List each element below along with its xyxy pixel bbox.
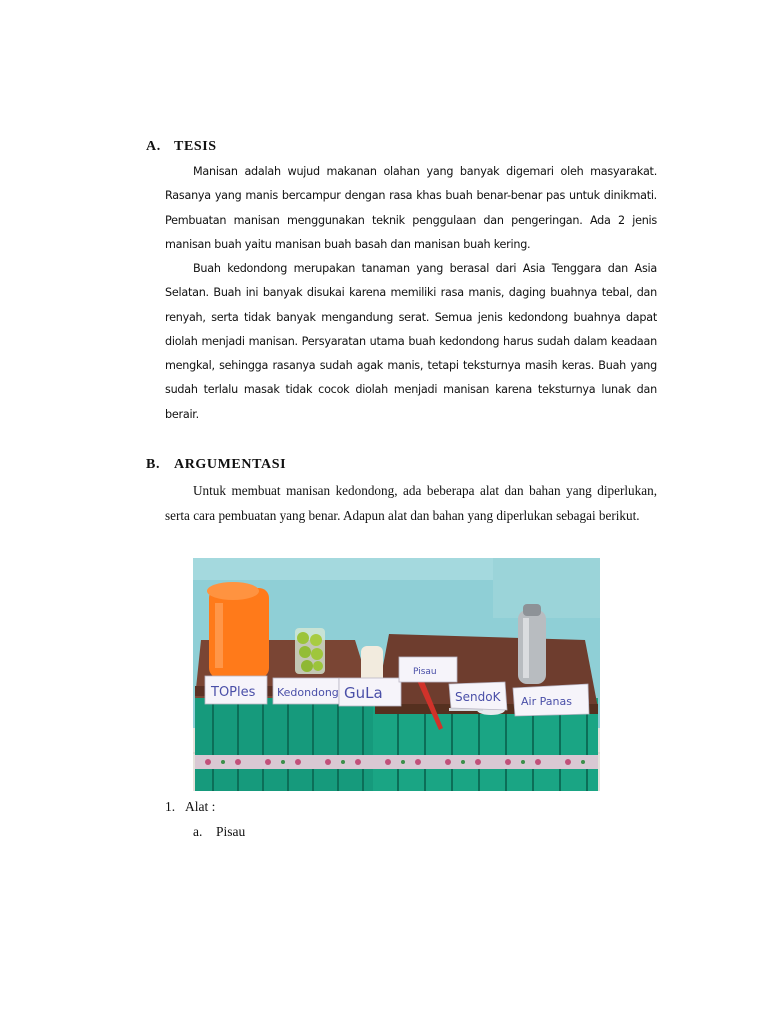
label-sendok: SendoK [455, 690, 501, 704]
section-b-heading [146, 457, 286, 473]
section-b-paragraph: Untuk membuat manisan kedondong, ada beberapa alat dan bahan yang diperlukan, serta cara pembuatan yang benar. Adapun alat dan bahan yang diperlukan sebagai berikut. [165, 483, 657, 523]
label-pisau: Pisau [413, 667, 437, 677]
label-toples: TOPles [211, 685, 256, 700]
section-a-paragraph-2: Buah kedondong merupakan tanaman yang berasal dari Asia Tenggara dan Asia Selatan. Buah ini banyak disukai karena memiliki rasa manis, daging buahnya tebal, dan renyah, serta tidak banyak mengandung serat. Semua jenis kedondong buahnya dapat diolah menjadi manisan. Persyaratan utama buah kedondong harus sudah dalam keadaan mengkal, sehingga rasanya sudah agak manis, tetapi teksturnya masih keras. Buah yang sudah terlalu masak tidak cocok diolah menjadi manisan karena teksturnya lunak dan berair. [165, 262, 657, 421]
section-a-heading [146, 139, 217, 155]
section-a-paragraph-1: Manisan adalah wujud makanan olahan yang banyak digemari oleh masyarakat. Rasanya yang manis bercampur dengan rasa khas buah benar-benar pas untuk dinikmati. Pembuatan manisan menggunakan teknik penggulaan dan pengeringan. Ada 2 jenis manisan buah yaitu manisan buah basah dan manisan buah kering. [165, 165, 657, 251]
list-item-alat-marker: 1. [165, 799, 176, 814]
list-item-pisau [193, 824, 245, 840]
section-a-title: TESIS [174, 139, 217, 154]
list-item-alat [165, 799, 215, 815]
label-kedondong: Kedondong [277, 686, 339, 699]
label-air-panas: Air Panas [521, 695, 572, 708]
section-b-marker: B. [146, 457, 161, 472]
label-gula: GuLa [344, 684, 383, 702]
list-item-alat-label: Alat : [185, 799, 216, 814]
list-item-pisau-label: Pisau [216, 824, 246, 839]
section-b-title: ARGUMENTASI [174, 457, 287, 472]
list-item-pisau-marker: a. [193, 824, 203, 839]
tools-photo [193, 558, 600, 791]
section-a-marker: A. [146, 139, 161, 154]
